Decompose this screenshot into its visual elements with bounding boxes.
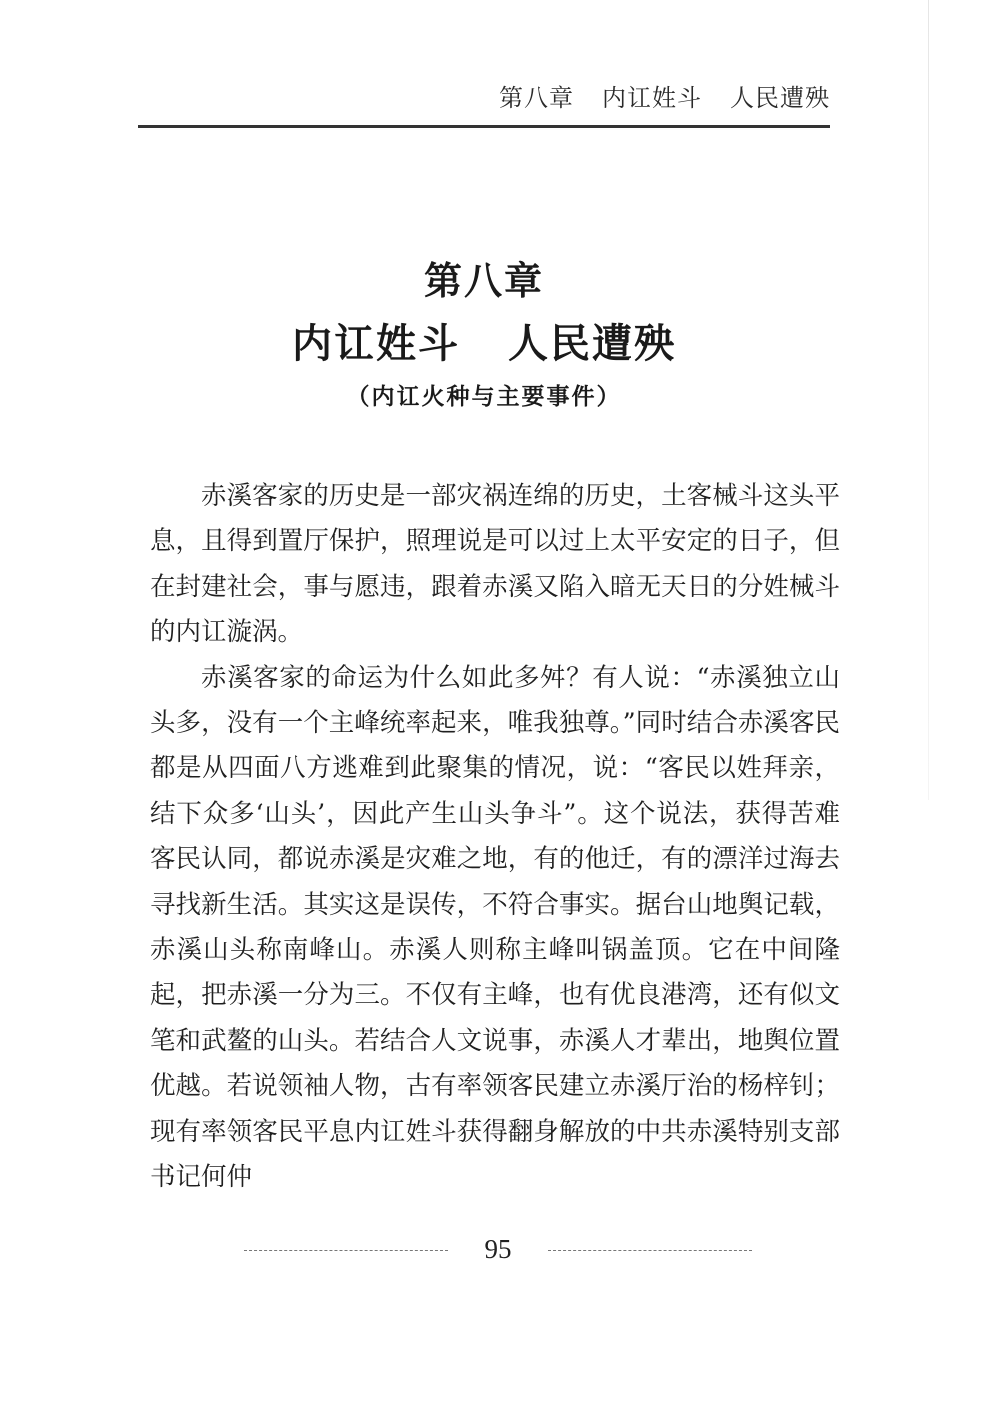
- page-number: 95: [484, 1234, 512, 1264]
- footer-rule-left: [244, 1250, 448, 1251]
- running-header: [138, 78, 830, 113]
- chapter-title-part1: 内讧姓斗: [292, 321, 460, 367]
- running-header-title-part1: 内讧姓斗: [602, 84, 702, 112]
- header-rule: [138, 125, 830, 128]
- paragraph: 赤溪客家的命运为什么如此多舛？有人说：“赤溪独立山头多，没有一个主峰统率起来，唯我独尊。”同时结合赤溪客民都是从四面八方逃难到此聚集的情况，说：“客民以姓拜亲，结下众多‘山头’，因此产生山头争斗”。这个说法，获得苦难客民认同，都说赤溪是灾难之地，有的他迁，有的漂洋过海去寻找新生活。其实这是误传，不符合事实。据台山地舆记载，赤溪山头称南峰山。赤溪人则称主峰叫锅盖顶。它在中间隆起，把赤溪一分为三。不仅有主峰，也有优良港湾，还有似文笔和武鳌的山头。若结合人文说事，赤溪人才辈出，地舆位置优越。若说领袖人物，古有率领客民建立赤溪厅治的杨梓钊；现有率领客民平息内讧姓斗获得翻身解放的中共赤溪特别支部书记何仲: [150, 662, 840, 1193]
- paragraph: 赤溪客家的历史是一部灾祸连绵的历史，土客械斗这头平息，且得到置厅保护，照理说是可以过上太平安定的日子，但在封建社会，事与愿违，跟着赤溪又陷入暗无天日的分姓械斗的内讧漩涡。: [150, 481, 840, 648]
- chapter-subtitle: （内讧火种与主要事件）: [346, 384, 622, 410]
- page-edge-shadow: [928, 0, 929, 800]
- chapter-title: [138, 312, 830, 369]
- chapter-number: 第八章: [423, 259, 544, 303]
- running-header-title-part2: 人民遭殃: [730, 84, 830, 112]
- chapter-title-part2: 人民遭殃: [508, 321, 676, 367]
- body-text: [150, 474, 840, 1201]
- footer-rule-right: [548, 1250, 752, 1251]
- running-header-chapter: 第八章: [499, 84, 574, 112]
